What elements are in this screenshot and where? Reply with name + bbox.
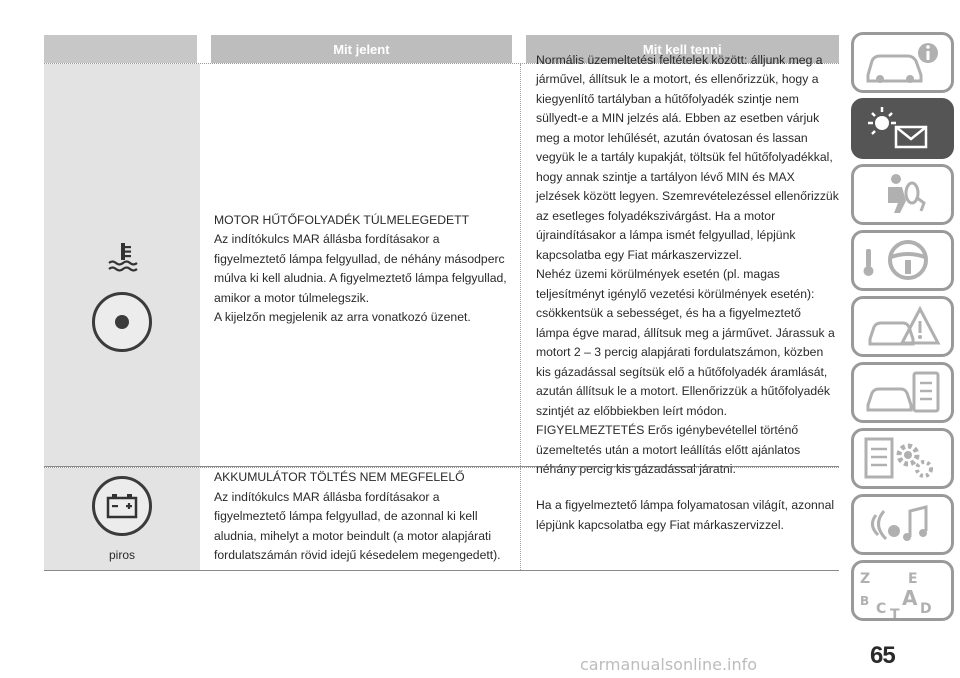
action-line: Nehéz üzemi körülmények esetén (pl. magas [536,267,780,281]
action-line: jelzések között legyen. Szemrevételezéssel ellenőrizzük [536,189,839,203]
header-action: Mit kell tenni [526,35,839,63]
svg-text:C: C [876,601,887,617]
action-line: az esetleges folyadékszivárgást. Ha a motor [536,208,776,223]
battery-charge-warning-icon [106,493,138,519]
meaning-line: MOTOR HŰTŐFOLYADÉK TÚLMELEGEDETT [214,212,470,227]
action-line: néhány percig kis gázadással járatni. [536,462,736,476]
table-row [44,52,839,476]
icon-cell [44,64,200,466]
meaning-line: A kijelzőn megjelenik az arra vonatkozó üzenet. [214,310,471,324]
meaning-line: múlva ki kell aludnia. A figyelmeztető lámpa felgyullad, [214,271,507,285]
meaning-cell [214,468,520,570]
action-line: meg a motor lehűlését, azután óvatosan és lassan [536,130,808,145]
svg-text:E: E [908,571,918,587]
action-line: lépjünk kapcsolatba egy Fiat márkaszervizzel. [536,517,784,532]
action-line: járművel, állítsuk le a motort, és ellenőrizzük, hogy a [536,72,819,86]
icon-cell [44,468,200,570]
header-icon-cell [44,35,197,63]
car-checklist-icon [854,365,951,420]
tab-safety[interactable] [851,164,954,225]
coolant-temperature-warning-icon [107,242,139,272]
header-meaning: Mit jelent [211,35,512,63]
warning-lights-icon [854,101,951,156]
tab-warning-lights[interactable] [851,98,954,159]
action-line: azután állítsuk le a motort. Ellenőrizzük a hűtőfolyadék [536,384,831,398]
tab-driving[interactable] [851,230,954,291]
svg-text:T: T [890,607,900,618]
indicator-lamp [92,292,152,352]
action-line: Normális üzemeltetési feltételek között: álljunk meg a [536,52,823,67]
airbag-safety-icon [854,167,951,222]
tab-emergency[interactable] [851,296,954,357]
tab-technical-data[interactable] [851,428,954,489]
action-line: üzemeltetés után a motort leállítás előtt ajánlatos [536,442,801,457]
action-line: csökkentsük a sebességet, és ha a figyelmeztető [536,306,801,320]
steering-wheel-icon [854,233,951,288]
tab-car-info[interactable] [851,32,954,93]
action-line: lámpa égve marad, állítsuk meg a járművet. Járassuk a [536,325,835,340]
meaning-line: figyelmeztető lámpa felgyullad, de néhány másodperc [214,251,505,266]
action-cell [520,468,839,570]
action-cell [520,52,839,476]
svg-text:B: B [860,594,870,608]
car-info-icon [854,35,951,90]
gears-icon [854,431,951,486]
action-line: teljesítményt igénylő vezetési körülmények esetén): [536,286,815,301]
tab-maintenance[interactable] [851,362,954,423]
action-line: vegyük le a tartály kupakját, töltsük fel hűtőfolyadékkal, [536,150,833,164]
tab-index[interactable] [851,560,954,621]
svg-text:Z: Z [860,571,871,587]
battery-indicator-lamp [92,476,152,536]
multimedia-icon [854,497,951,552]
meaning-line: Az indítókulcs MAR állásba fordításakor a [214,232,440,246]
action-line: hogy annak szintje a tartályon lévő MIN és MAX [536,169,795,184]
meaning-line: fordulatszámán rövid idejű késedelem megengedett). [214,548,501,562]
color-label: piros [108,548,135,562]
action-line: motort 2 – 3 percig alapjárati fordulatszámon, közben [536,345,824,359]
action-line: kapcsolatba egy Fiat márkaszervizzel. [536,247,742,262]
meaning-cell [214,64,520,466]
action-line: újraindításakor a lámpa ismét felgyullad, lépjünk [536,228,796,242]
svg-text:D: D [920,601,932,617]
action-line: kis gázadással segítsük elő a hűtőfolyadék áramlását, [536,364,828,379]
action-line: Ha a figyelmeztető lámpa folyamatosan világít, azonnal [536,498,835,512]
warning-lights-table [44,35,839,571]
meaning-line: Az indítókulcs MAR állásba fordításakor a [214,489,440,504]
table-row [44,467,839,571]
page-number: 65 [870,642,895,669]
tab-multimedia[interactable] [851,494,954,555]
svg-text:A: A [902,586,918,610]
action-line: süllyedt-e a MIN jelzés alá. Ebben az esetben várjuk [536,111,820,125]
meaning-line: aludnia, mihelyt a motor beindult (a motor alapjárati [214,528,492,543]
action-line: FIGYELMEZTETÉS Erős igénybevétellel történő [536,423,799,437]
breakdown-icon [854,299,951,354]
meaning-line: AKKUMULÁTOR TÖLTÉS NEM MEGFELELŐ [214,470,465,484]
action-line: szintjét az előbbiekben leírt módon. [536,403,728,418]
action-line: kiegyenlítő tartályban a hűtőfolyadék szintje nem [536,91,799,106]
alphabet-index-icon [854,563,951,618]
meaning-line: figyelmeztető lámpa felgyullad, de azonnal ki kell [214,509,478,523]
meaning-line: amikor a motor túlmelegszik. [214,290,370,305]
watermark: carmanualsonline.info [580,655,758,674]
